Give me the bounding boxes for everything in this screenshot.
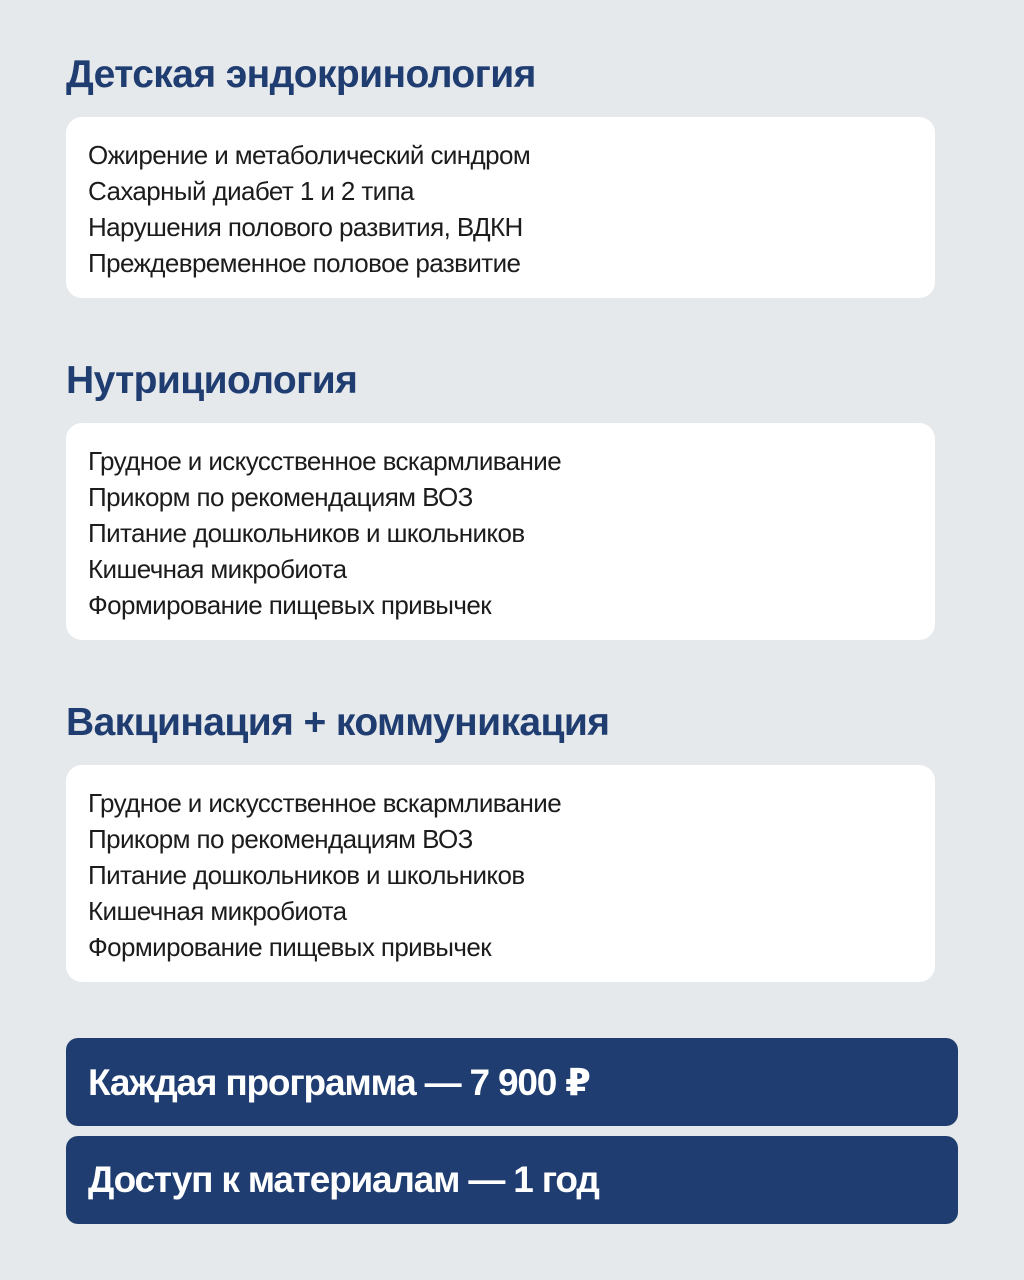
topic-list — [88, 785, 913, 965]
price-banner — [66, 1038, 958, 1126]
list-item: Формирование пищевых привычек — [88, 932, 491, 962]
list-item: Формирование пищевых привычек — [88, 590, 491, 620]
list-item: Преждевременное половое развитие — [88, 248, 521, 278]
list-item: Прикорм по рекомендациям ВОЗ — [88, 482, 473, 512]
list-item: Сахарный диабет 1 и 2 типа — [88, 176, 414, 206]
list-item: Кишечная микробиота — [88, 896, 347, 926]
price-text: Каждая программа — 7 900 ₽ — [88, 1061, 590, 1103]
list-item: Грудное и искусственное вскармливание — [88, 446, 562, 476]
section-title-endocrinology: Детская эндокринология — [66, 53, 536, 96]
section-title-vaccination: Вакцинация + коммуникация — [66, 701, 610, 744]
topic-list — [88, 443, 913, 623]
section-title-nutrition: Нутрициология — [66, 359, 358, 402]
list-item: Питание дошкольников и школьников — [88, 860, 525, 890]
card-vaccination — [66, 765, 935, 982]
list-item: Нарушения полового развития, ВДКН — [88, 212, 523, 242]
list-item: Прикорм по рекомендациям ВОЗ — [88, 824, 473, 854]
card-endocrinology — [66, 117, 935, 298]
list-item: Ожирение и метаболический синдром — [88, 140, 531, 170]
topic-list — [88, 137, 913, 281]
list-item: Грудное и искусственное вскармливание — [88, 788, 562, 818]
list-item: Кишечная микробиота — [88, 554, 347, 584]
list-item: Питание дошкольников и школьников — [88, 518, 525, 548]
access-banner — [66, 1136, 958, 1224]
card-nutrition — [66, 423, 935, 640]
access-text: Доступ к материалам — 1 год — [88, 1159, 599, 1200]
